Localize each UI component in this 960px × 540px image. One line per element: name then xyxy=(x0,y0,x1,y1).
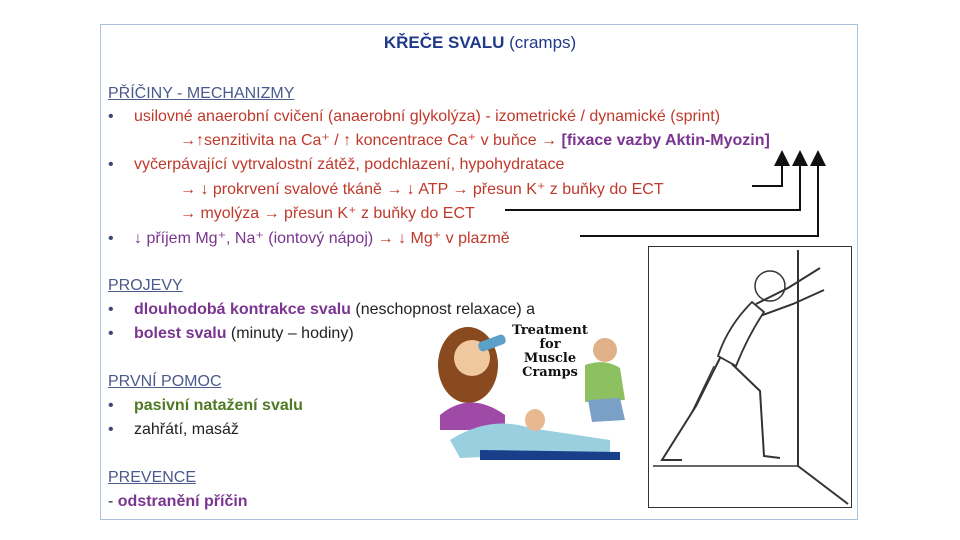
causes-item-2-mechanism-1: → ↓ prokrvení svalové tkáně → ↓ ATP → přesun K⁺ z buňky do ECT xyxy=(180,181,664,198)
stretcher-head-shape xyxy=(525,409,545,431)
arrow-atp xyxy=(752,158,782,186)
caption-line-3: Muscle xyxy=(523,351,577,366)
caption-line-1: Treatment xyxy=(512,323,588,338)
bullet-icon: • xyxy=(108,230,114,247)
firstaid-item-2: zahřátí, masáž xyxy=(134,421,239,438)
calf-stretch-illustration xyxy=(648,246,852,508)
illustration-border xyxy=(649,247,852,508)
causes-item-2-mechanism-2: → myolýza → přesun K⁺ z buňky do ECT xyxy=(180,205,475,222)
firstaid-heading: PRVNÍ POMOC xyxy=(108,373,222,390)
cramp-treatment-illustration xyxy=(420,320,630,470)
caption-line-4: Cramps xyxy=(522,365,578,380)
bullet-icon: • xyxy=(108,108,114,125)
man-head-shape xyxy=(593,338,617,362)
symptoms-item-1: dlouhodobá kontrakce svalu (neschopnost relaxace) a xyxy=(134,301,536,318)
caption-line-2: for xyxy=(539,337,561,352)
arrow-myolysis xyxy=(505,158,800,210)
bullet-icon: • xyxy=(108,156,114,173)
bullet-icon: • xyxy=(108,325,114,342)
slide-title: KŘEČE SVALU (cramps) xyxy=(383,33,577,52)
man-shorts-shape xyxy=(588,398,625,422)
bullet-icon: • xyxy=(108,397,114,414)
causes-item-1: usilovné anaerobní cvičení (anaerobní glykolýza) - izometrické / dynamické (sprint) xyxy=(134,108,721,125)
causes-item-1-mechanism: →↑senzitivita na Ca⁺ / ↑ koncentrace Ca⁺ v buňce → [fixace vazby Aktin-Myozin] xyxy=(180,132,770,149)
symptoms-heading: PROJEVY xyxy=(108,277,183,294)
causes-item-3: ↓ příjem Mg⁺, Na⁺ (iontový nápoj) → ↓ Mg⁺ v plazmě xyxy=(134,230,510,247)
symptoms-item-2: bolest svalu (minuty – hodiny) xyxy=(134,325,354,342)
prevention-item: - odstranění příčin xyxy=(108,493,248,510)
causes-heading: PŘÍČINY - MECHANIZMY xyxy=(108,85,295,102)
prevention-heading: PREVENCE xyxy=(108,469,197,486)
man-shirt-shape xyxy=(585,362,625,402)
bullet-icon: • xyxy=(108,301,114,318)
bullet-icon: • xyxy=(108,421,114,438)
firstaid-item-1: pasivní natažení svalu xyxy=(134,397,303,414)
causes-item-2: vyčerpávající vytrvalostní zátěž, podchlazení, hypohydratace xyxy=(134,156,565,173)
